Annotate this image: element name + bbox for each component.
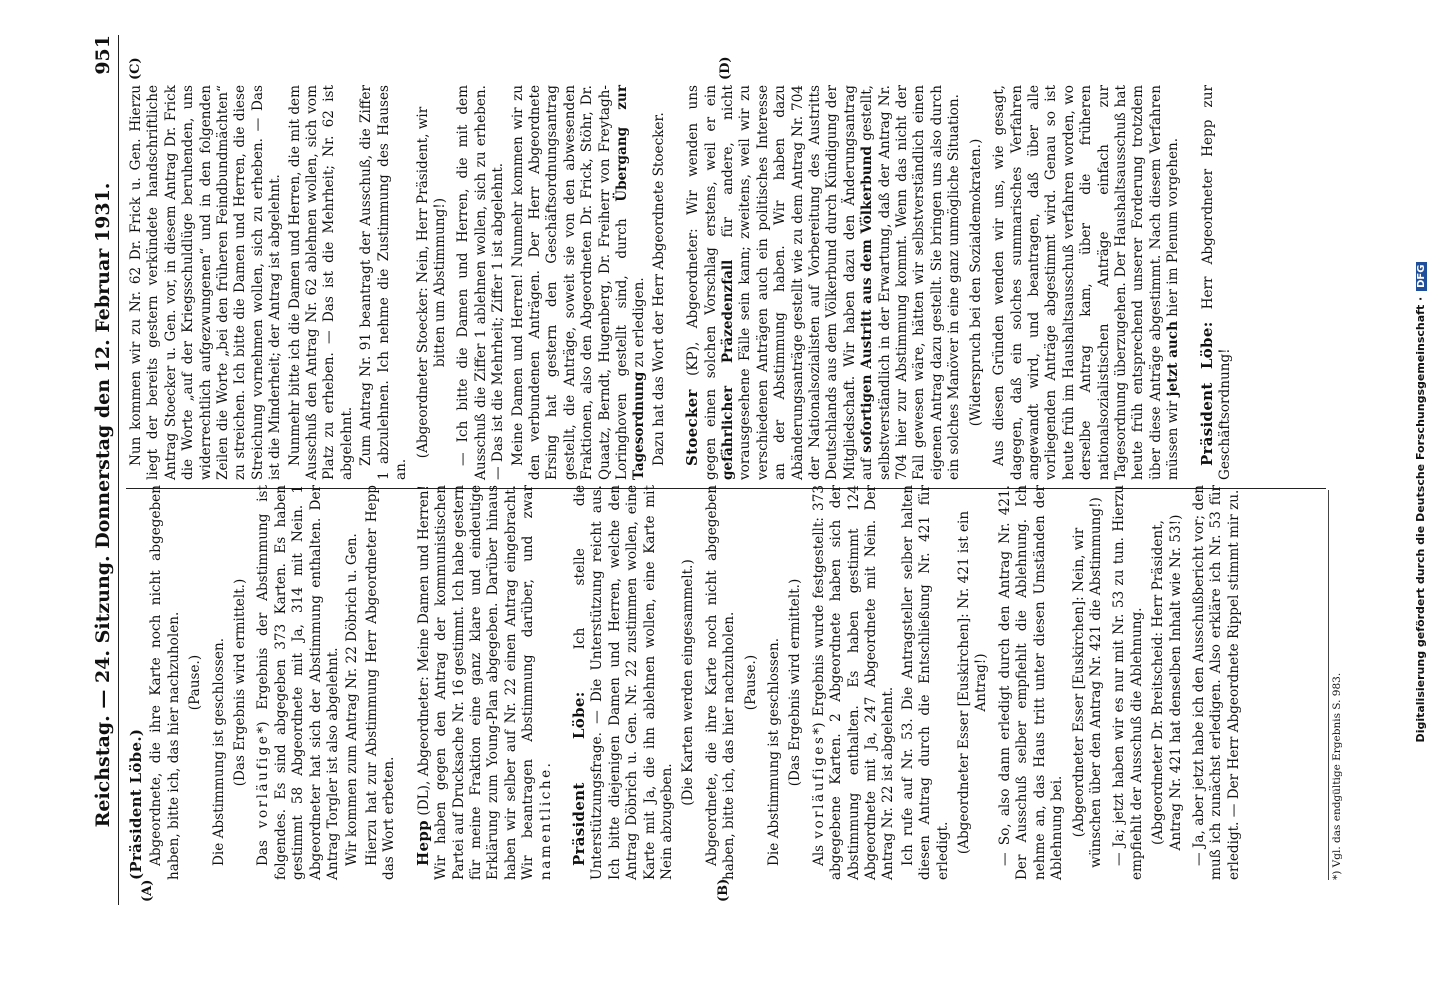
page-title: Reichstag. — 24. Sitzung. Donnerstag den 12. Februar 1931. [92, 182, 114, 828]
interjection: (Abgeordneter Dr. Breitscheid: Herr Präsident, Antrag Nr. 421 hat denselben Inhalt wie Nr. 53!) [1150, 514, 1184, 851]
speaker-name: Präsident Löbe: [1197, 321, 1216, 466]
interjection: (Die Karten werden eingesammelt.) [680, 559, 697, 806]
speech [1199, 85, 1235, 480]
interjection: (Abgeordneter Esser [Euskirchen]: Nein, wir wünschen über den Antrag Nr. 421 die Abstimmung!) [1070, 497, 1104, 868]
speech [415, 485, 555, 880]
paragraph: — Ja; jetzt haben wir es nur mit Nr. 53 zu tun. Hierzu empfiehlt der Ausschuß die Ablehnung. [1111, 485, 1145, 880]
paragraph: — Ja, aber jetzt habe ich den Ausschußbericht vor; den muß ich zunächst erledigen. Also erkläre ich Nr. 53 für erledigt. — Der Herr Abgeordnete Rippel stimmt mir zu. [1190, 485, 1242, 880]
text-run: zu erledigen. [631, 277, 648, 368]
spaced-word: vorläufiges [810, 734, 827, 839]
paragraph [510, 85, 649, 480]
paragraph: Die Abstimmung ist geschlossen. [766, 637, 782, 866]
paragraph [811, 485, 898, 880]
speaker-name: (Präsident Löbe.) [127, 728, 145, 880]
paragraph: Die Abstimmung ist geschlossen. [210, 637, 227, 866]
margin-mark-c: (C) [128, 57, 143, 80]
paragraph: — So, also dann erledigt durch den Antrag Nr. 421. Der Ausschuß selber empfiehlt die Ablehnung. Ich nehme an, das Haus tritt unter diesen Umständen der Ablehnung bei. [996, 485, 1066, 880]
text-run: *) Ergebnis der Abstimmung ist folgendes. Es sind abgegeben 373 Karten. Es haben gestimmt 58 Abgeordnete mit Ja, 314 mit Nein. 1 Abgeordneter hat sich der Abstimmung enthalten. Der Antrag Torgler ist also abgelehnt. [255, 485, 342, 880]
footnote: *) Vgl. das endgültige Ergebnis S. 983. [1328, 490, 1343, 880]
paragraph: Zum Antrag Nr. 91 beantragt der Ausschuß, die Ziffer 1 abzulehnen. Ich nehme die Zustimmung des Hauses an. [358, 85, 410, 480]
paragraph: Nun kommen wir zu Nr. 62 Dr. Frick u. Gen. Hierzu liegt der bereits gestern verkündete handschriftliche Antrag Stoecker u. Gen. vor, in diesem Antrag Dr. Frick die Worte „auf der Kriegsschuldlüge beruhenden, uns widerrechtlich aufgezwungenen“ und in den folgenden Zeilen die Worte „bei den früheren Feindbundmächten“ zu streichen. Ich bitte die Damen und Herren, die diese Streichung vornehmen wollen, sich zu erheben. — Das ist die Minderheit; der Antrag ist abgelehnt. [128, 85, 284, 480]
paragraph [255, 485, 342, 880]
interjection: (Abgeordneter Stoecker: Nein, Herr Präsident, wir bitten um Abstimmung!) [414, 106, 448, 459]
margin-mark-b: (B) [716, 878, 731, 902]
text-run: für andere, nicht vorausgesehene Fälle sein kann; zweitens, weil wir zu verschiedenen Anträgen auch ein politisches Interesse an der Abstimmung haben. Wir haben dazu Abänderungsanträge gestellt wie zu dem Antrag Nr. 704 der Nationalsozialisten auf Vorbereitung des Austritts Deutschlands aus dem Völkerbund durch Kündigung der Mitgliedschaft. Wir haben dazu den Änderungsantrag auf [720, 85, 876, 480]
interjection: (Widerspruch bei den Sozialdemokraten.) [967, 138, 984, 427]
text-run: hier im Plenum vorgehen. [1165, 137, 1182, 317]
page-number: 951 [92, 35, 114, 75]
pause-note: (Pause.) [742, 654, 759, 711]
text-run: (KP), Abgeordneter: Wir wenden uns gegen einen solchen Vorschlag erstens, weil er ein [685, 85, 719, 480]
paragraph: Ich rufe auf Nr. 53. Die Antragsteller selber halten diesen Antrag durch die Entschließung Nr. 421 für erledigt. [899, 485, 951, 880]
text-run: Meine Damen und Herren! Nunmehr kommen wir zu den verbundenen Anträgen. Der Herr Abgeordnete Ersing hat gestern den Geschäftsordnungsantrag gestellt, die Anträge, soweit sie von den abwesenden Fraktionen, also den Abgeordneten Dr. Frick, Stöhr, Dr. Quaatz, Berndt, Hugenberg, Dr. Freiherr von Freytagh-Loringhoven gestellt sind, durch [509, 85, 630, 480]
text-run: *) Ergebnis wurde festgestellt: 373 abgegebene Karten. 2 Abgeordnete haben sich der Abstimmung enthalten. Es haben gestimmt 124 Abgeordnete mit Ja, 247 Abgeordnete mit Nein. Der Antrag Nr. 22 ist abgelehnt. [810, 485, 897, 880]
paragraph: Abgeordnete, die ihre Karte noch nicht abgegeben haben, bitte ich, das hier nachzuholen. [703, 485, 738, 880]
speaker-line [128, 485, 146, 880]
digitization-credit [1414, 12, 1427, 992]
speaker-name: Hepp [413, 820, 432, 866]
speech [571, 485, 676, 880]
bold-phrase: jetzt auch [1165, 321, 1182, 397]
pause-note: (Pause.) [187, 654, 204, 711]
interjection: (Das Ergebnis wird ermittelt.) [232, 578, 249, 787]
bold-phrase: gefährlicher Präzedenzfall [720, 259, 736, 480]
spacer [1185, 85, 1199, 480]
text-run: gestellt, selbstverständlich in der Erwartung, daß der Antrag Nr. 704 hier zur Abstimmung kommt. Wenn das nicht der Fall gewesen wäre, hätten wir selbstverständlich einen eigenen Antrag dazu gestellt. Sie bringen uns also durch ein solches Manöver in eine ganz unmögliche Situation. [859, 85, 963, 480]
spacer [670, 85, 684, 480]
speaker-name: Stoecker [683, 389, 702, 466]
text-run: Ich stelle die Unterstützungsfrage. — Die Unterstützung reicht aus. Ich bitte diejenigen Damen und Herren, welche den Antrag Döbrich u. Gen. Nr. 22 zustimmen wollen, eine Karte mit Ja, die ihn ablehnen wollen, eine Karte mit Nein abzugeben. [571, 485, 675, 880]
paragraph: Hierzu hat zur Abstimmung Herr Abgeordneter Hepp das Wort erbeten. [363, 485, 398, 880]
margin-mark-d: (D) [718, 56, 733, 80]
spaced-word: namentliche. [537, 760, 554, 880]
paragraph: Wir kommen zum Antrag Nr. 22 Döbrich u. Gen. [344, 533, 361, 866]
spaced-word: vorläufige [255, 733, 272, 829]
speech [684, 85, 964, 480]
spacer [557, 485, 571, 880]
paragraph: Dazu hat das Wort der Herr Abgeordnete Stoecker. [650, 112, 667, 466]
text-run: Herr Abgeordneter Hepp zur Geschäftsordnung! [1199, 85, 1233, 480]
text-run: Das [255, 840, 272, 866]
text-run: (DL), Abgeordneter: Meine Damen und Herren! Wir haben gegen den Antrag der kommunistischen Partei auf Drucksache Nr. 16 gestimmt. Ich habe gestern für meine Fraktion eine ganz klare und eindeutige Erklärung zum Young-Plan abgegeben. Darüber hinaus haben wir selber auf Nr. 22 einen Antrag eingebracht. Wir beantragen Abstimmung darüber, und zwar [415, 484, 537, 880]
page-header [92, 35, 119, 905]
interjection: (Abgeordneter Esser [Euskirchen]: Nr. 421 ist ein Antrag!) [956, 510, 990, 855]
margin-mark-a: (A) [140, 879, 155, 902]
paragraph: — Ich bitte die Damen und Herren, die mit dem Ausschuß die Ziffer 1 ablehnen wollen, sich zu erheben. — Das ist die Mehrheit; Ziffer 1 ist abgelehnt. [455, 85, 507, 480]
speaker-name: Präsident Löbe: [569, 691, 588, 866]
text-run: Als [810, 844, 827, 866]
left-column [128, 485, 1323, 880]
spacer [401, 485, 415, 880]
interjection: (Das Ergebnis wird ermittelt.) [787, 578, 804, 787]
bold-phrase: sofortigen Austritt aus dem Völkerbund [859, 146, 876, 453]
paragraph: Abgeordnete, die ihre Karte noch nicht abgegeben haben, bitte ich, das hier nachzuholen. [148, 485, 182, 880]
right-column [128, 85, 1323, 480]
credit-text: Digitalisierung gefördert durch die Deutsche Forschungsgemeinschaft · [1414, 296, 1427, 743]
dfg-logo: DFG [1416, 262, 1427, 291]
bold-phrase: Übergang zur Tagesordnung [613, 85, 648, 480]
paragraph [991, 85, 1182, 480]
paragraph: Nunmehr bitte ich die Damen und Herren, die mit dem Ausschuß den Antrag Nr. 62 ablehnen wollen, sich vom Platz zu erheben. — Das ist die Mehrheit; Nr. 62 ist abgelehnt. [286, 85, 355, 480]
text-run: Aus diesen Gründen wenden wir uns, wie gesagt, dagegen, daß ein solches summarisches Verfahren angewandt wird, und beantragen, daß über alle vorliegenden Anträge abgestimmt wird. Genau so ist heute früh im Haushaltsausschuß verfahren worden, wo derselbe Antrag kam, über die früheren nationalsozialistischen Anträge einfach zur Tagesordnung überzugehen. Der Haushaltsausschuß hat heute früh entsprechend unserer Forderung trotzdem über diese Anträge abgestimmt. Nach diesem Verfahren müssen wir [991, 85, 1182, 480]
